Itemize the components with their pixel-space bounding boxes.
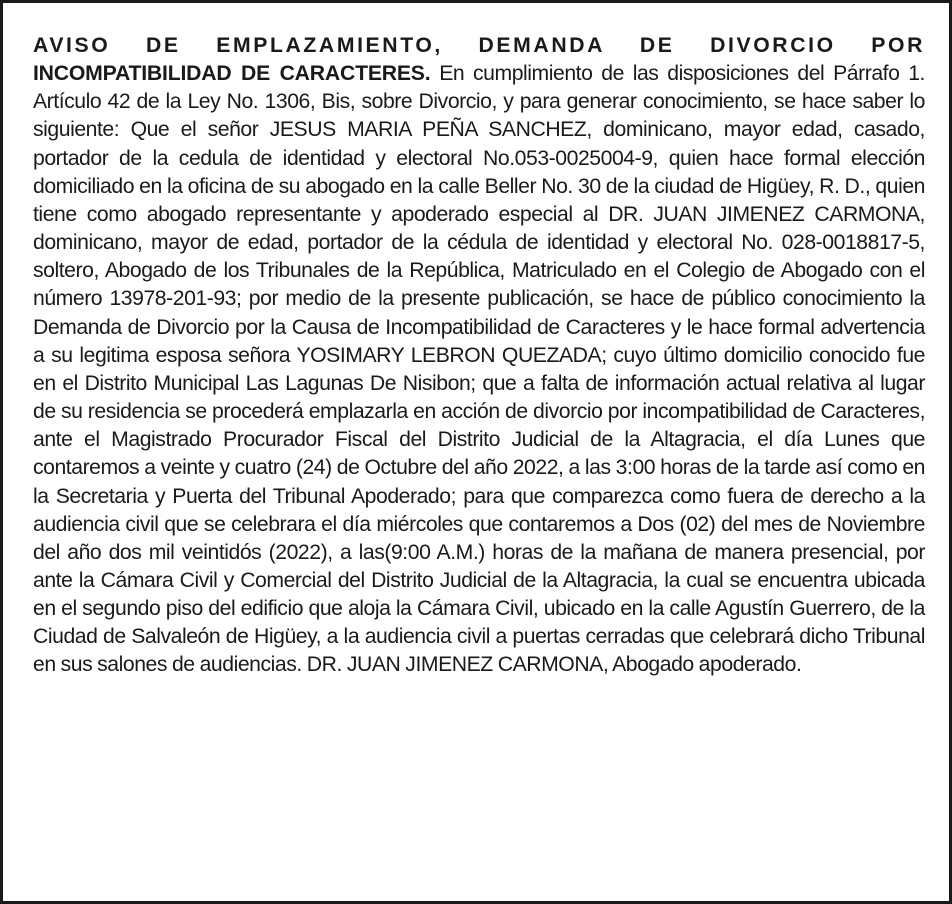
notice-heading: AVISO DE EMPLAZAMIENTO, DEMANDA DE DIVORCIO POR bbox=[33, 34, 925, 57]
notice-body-text: En cumplimiento de las disposiciones del Párrafo 1. Artículo 42 de la Ley No. 1306, Bis, sobre Divorcio, y para generar conocimiento, se hace saber lo siguiente: Que el señor JESUS MARIA PEÑA SANCHEZ, dominicano, mayor edad, casado, portador de la cedula de identidad y electoral No.053-0025004-9, quien hace formal elección domiciliado en la oficina de su abogado en la calle Beller No. 30 de la ciudad de Higüey, R. D., quien tiene como abogado representante y apoderado especial al DR. JUAN JIMENEZ CARMONA, dominicano, mayor de edad, portador de la cédula de identidad y electoral No. 028-0018817-5, soltero, Abogado de los Tribunales de la República, Matriculado en el Colegio de Abogado con el número 13978-201-93; por medio de la presente publicación, se hace de público conocimiento la Demanda de Divorcio por la Causa de Incompatibilidad de Caracteres y le hace formal advertencia a su legitima esposa señora YOSIMARY LEBRON QUEZADA; cuyo último domicilio conocido fue en el Distrito Municipal Las Lagunas De Nisibon; que a falta de información actual relativa al lugar de su residencia se procederá emplazarla en acción de divorcio por incompatibilidad de Caracteres, ante el Magistrado Procurador Fiscal del Distrito Judicial de la Altagracia, el día Lunes que contaremos a veinte y cuatro (24) de Octubre del año 2022, a las 3:00 horas de la tarde así como en la Secretaria y Puerta del Tribunal Apoderado; para que comparezca como fuera de derecho a la audiencia civil que se celebrara el día miércoles que contaremos a Dos (02) del mes de Noviembre del año dos mil veintidós (2022), a las(9:00 A.M.) horas de la mañana de manera presencial, por ante la Cámara Civil y Comercial del Distrito Judicial de la Altagracia, la cual se encuentra ubicada en el segundo piso del edificio que aloja la Cámara Civil, ubicado en la calle Agustín Guerrero, de la Ciudad de Salvaleón de Higüey, a la audiencia civil a puertas cerradas que celebrará dicho Tribunal en sus salones de audiencias. DR. JUAN JIMENEZ CARMONA, Abogado apoderado. bbox=[33, 62, 925, 677]
notice-heading-continued: INCOMPATIBILIDAD DE CARACTERES. bbox=[33, 62, 431, 86]
notice-paragraph bbox=[33, 32, 925, 680]
